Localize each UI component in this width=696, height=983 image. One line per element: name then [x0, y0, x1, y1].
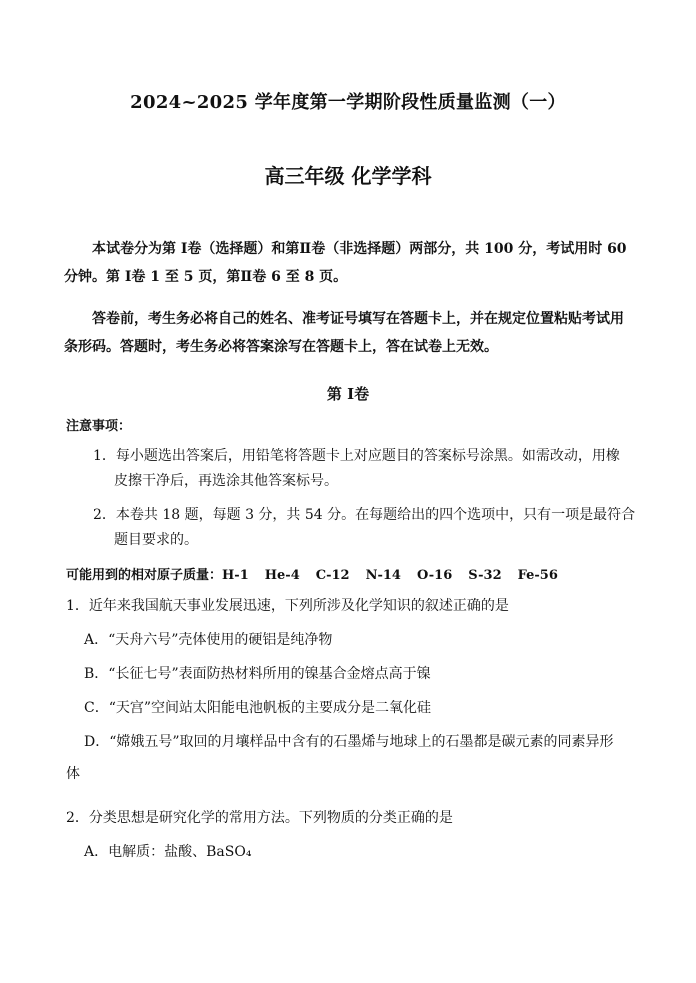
question-1-option-d-wrap: 体: [66, 766, 80, 782]
question-1-option-b: B．“长征七号”表面防热材料所用的镍基合金熔点高于镍: [84, 666, 431, 682]
atomic-mass-o: O-16: [416, 568, 453, 583]
atomic-mass-c: C-12: [315, 568, 350, 583]
intro-paragraph-1-line-2: 分钟。第 Ⅰ卷 1 至 5 页，第Ⅱ卷 6 至 8 页。: [64, 269, 348, 285]
question-1-option-d: D．“嫦娥五号”取回的月壤样品中含有的石墨烯与地球上的石墨都是碳元素的同素异形: [84, 734, 614, 750]
atomic-mass-h: H-1: [222, 568, 249, 583]
exam-subtitle: 高三年级 化学学科: [264, 164, 432, 188]
question-1-stem: 1．近年来我国航天事业发展迅速，下列所涉及化学知识的叙述正确的是: [66, 598, 509, 614]
section-title: 第 Ⅰ卷: [326, 385, 370, 403]
notice-item-1-line-2: 皮擦干净后，再选涂其他答案标号。: [114, 473, 338, 489]
notice-item-1-line-1: 1．每小题选出答案后，用铅笔将答题卡上对应题目的答案标号涂黑。如需改动，用橡: [93, 448, 620, 464]
intro-paragraph-2-line-2: 条形码。答题时，考生务必将答案涂写在答题卡上，答在试卷上无效。: [64, 339, 498, 355]
question-2-stem: 2．分类思想是研究化学的常用方法。下列物质的分类正确的是: [66, 810, 453, 826]
atomic-masses-label: 可能用到的相对原子质量：: [66, 568, 223, 583]
question-1-option-c: C．“天宫”空间站太阳能电池帆板的主要成分是二氧化硅: [84, 700, 432, 716]
intro-paragraph-1-line-1: 本试卷分为第 Ⅰ卷（选择题）和第Ⅱ卷（非选择题）两部分，共 100 分，考试用时 60: [92, 241, 627, 257]
question-1-option-a: A．“天舟六号”壳体使用的硬铝是纯净物: [84, 632, 333, 648]
notice-item-2-line-1: 2．本卷共 18 题，每题 3 分，共 54 分。在每题给出的四个选项中，只有一项是最符合: [93, 507, 636, 523]
question-2-option-a: A．电解质：盐酸、BaSO₄: [84, 844, 252, 860]
atomic-mass-n: N-14: [365, 568, 401, 583]
notice-item-2-line-2: 题目要求的。: [114, 532, 198, 548]
atomic-mass-fe: Fe-56: [517, 568, 558, 583]
intro-paragraph-2-line-1: 答卷前，考生务必将自己的姓名、准考证号填写在答题卡上，并在规定位置粘贴考试用: [92, 311, 624, 327]
exam-title: 2024~2025 学年度第一学期阶段性质量监测（一）: [130, 92, 566, 113]
atomic-mass-he: He-4: [264, 568, 300, 583]
atomic-masses-line: [66, 564, 574, 583]
atomic-mass-s: S-32: [468, 568, 502, 583]
notice-label: 注意事项：: [66, 419, 132, 434]
